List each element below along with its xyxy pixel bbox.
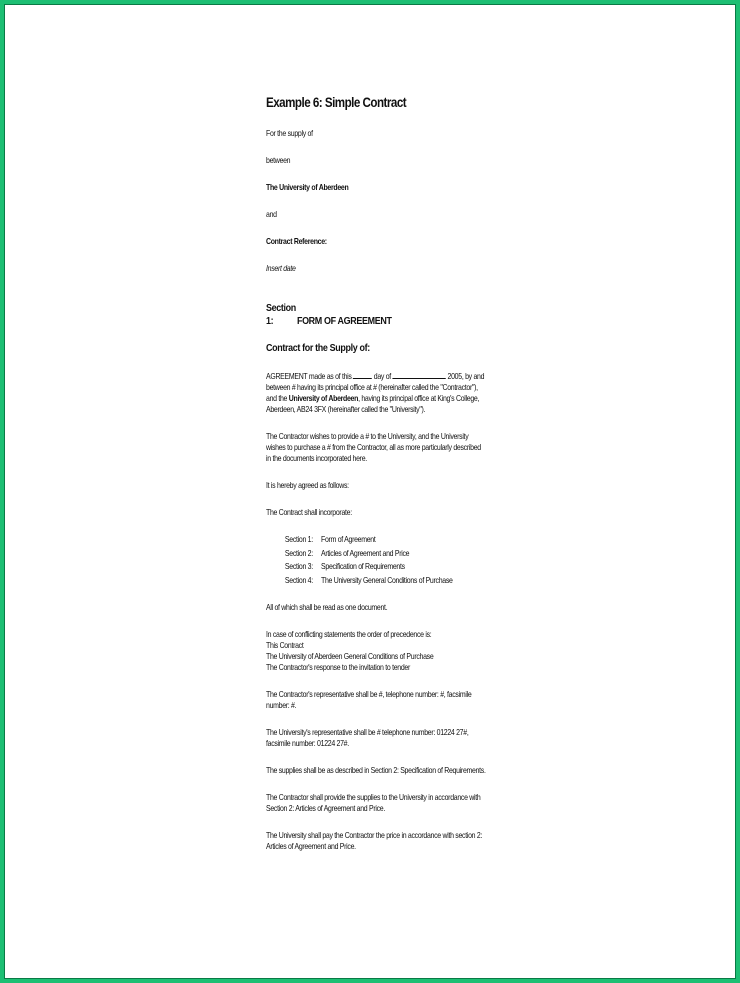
provide-paragraph: The Contractor shall provide the supplies to the University in accordance with Section 2: Articles of Agreement and Price. <box>266 793 481 813</box>
section-name: Articles of Agreement and Price <box>321 548 410 558</box>
month-blank <box>393 370 446 379</box>
section-name: The University General Conditions of Purchase <box>321 575 453 585</box>
and-line: and <box>266 210 277 219</box>
supplies-paragraph: The supplies shall be as described in Section 2: Specification of Requirements. <box>266 766 486 775</box>
contract-reference-label: Contract Reference: <box>266 237 327 246</box>
contract-page <box>266 92 486 868</box>
section-1-number: Section 1: <box>266 303 296 327</box>
sections-list <box>285 534 486 588</box>
sections-list-item <box>285 575 486 589</box>
sections-list-item <box>285 534 486 548</box>
day-blank <box>353 370 372 379</box>
university-line: The University of Aberdeen <box>266 183 349 192</box>
section-1-heading <box>266 302 486 328</box>
section-number: Section 1: <box>284 535 313 544</box>
agreement-text-3: 2005, by and between # having its principal office at # (hereinafter called the "Contractor"), and the <box>266 372 485 403</box>
contractor-representative-paragraph: The Contractor's representative shall be #, telephone number: #, facsimile number: #. <box>266 690 472 710</box>
agreement-paragraph <box>266 370 486 415</box>
section-number: Section 4: <box>284 575 313 585</box>
precedence-item: The Contractor's response to the invitation to tender <box>266 663 411 672</box>
sections-list-item <box>285 548 486 562</box>
one-document-paragraph: All of which shall be read as one document. <box>266 603 388 612</box>
between-line: between <box>266 156 291 165</box>
agreement-text-5: , having its principal office at King's College, Aberdeen, AB24 3FX (hereinafter called the "University"). <box>266 394 480 414</box>
precedence-block <box>266 629 486 673</box>
insert-date-line: Insert date <box>266 264 296 273</box>
section-number: Section 3: <box>284 562 313 571</box>
precedence-item: This Contract <box>266 641 304 650</box>
agreement-university: University of Aberdeen <box>288 394 359 403</box>
section-name: Specification of Requirements <box>321 562 405 571</box>
wishes-paragraph: The Contractor wishes to provide a # to the University, and the University wishes to purchase a # from the Contractor, all as more particularly described in the documents incorporated here. <box>266 432 481 463</box>
section-number: Section 2: <box>284 548 313 558</box>
precedence-intro: In case of conflicting statements the order of precedence is: <box>266 630 432 639</box>
section-1-title: FORM OF AGREEMENT <box>296 316 392 327</box>
agreed-paragraph: It is hereby agreed as follows: <box>266 481 349 490</box>
agreement-text-1: AGREEMENT made as of this <box>266 372 352 381</box>
precedence-item: The University of Aberdeen General Conditions of Purchase <box>266 652 434 661</box>
incorporate-paragraph: The Contract shall incorporate: <box>266 508 352 517</box>
section-name: Form of Agreement <box>321 535 376 544</box>
university-representative-paragraph: The University's representative shall be # telephone number: 01224 27#, facsimile number: 01224 27#. <box>266 728 469 748</box>
agreement-text-2: day of <box>373 372 391 381</box>
document-title: Example 6: Simple Contract <box>266 95 407 110</box>
sections-list-item <box>285 561 486 575</box>
contract-supply-heading: Contract for the Supply of: <box>266 343 370 354</box>
pay-paragraph: The University shall pay the Contractor the price in accordance with section 2: Articles of Agreement and Price. <box>266 831 483 851</box>
supply-of-line: For the supply of <box>266 129 313 138</box>
